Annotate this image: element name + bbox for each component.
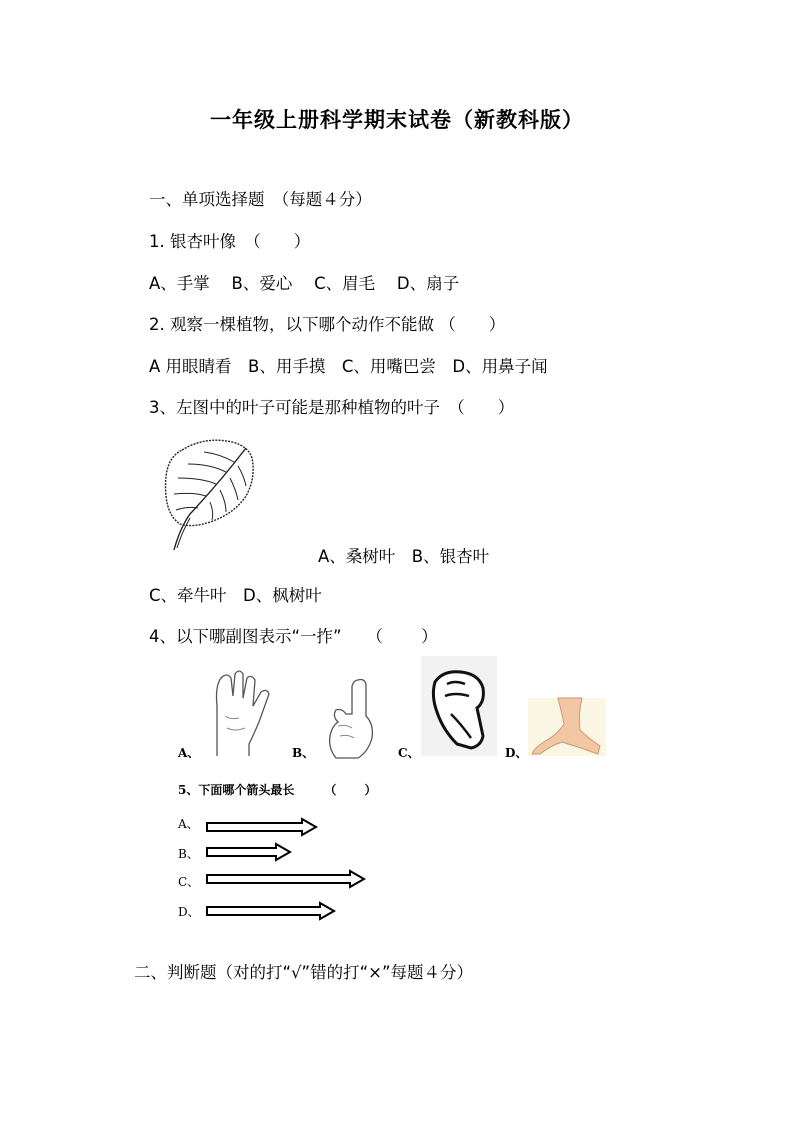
q1-stem: 1. 银杏叶像 （ ） <box>149 232 311 251</box>
q3-options-line1: A、桑树叶 B、银杏叶 <box>318 547 490 566</box>
q5-label-c: C、 <box>178 875 200 889</box>
q4-label-d: D、 <box>505 746 528 760</box>
q4-label-a: A、 <box>178 746 200 760</box>
spanning-hand-image <box>528 698 606 756</box>
leaf-illustration <box>160 432 260 557</box>
open-hand-image <box>205 666 275 758</box>
section1-heading: 一、单项选择题 （每题４分） <box>149 190 372 209</box>
q3-stem: 3、左图中的叶子可能是那种植物的叶子 （ ） <box>149 398 515 417</box>
q5-stem: 5、下面哪个箭头最长 （ ） <box>178 783 377 797</box>
q3-options-line2: C、牵牛叶 D、枫树叶 <box>149 586 322 605</box>
q1-options: A、手掌 B、爱心 C、眉毛 D、扇子 <box>149 274 460 293</box>
page-title: 一年级上册科学期末试卷（新教科版） <box>210 107 584 132</box>
q4-label-c: C、 <box>398 746 420 760</box>
fist-hand-image <box>421 656 497 756</box>
q4-label-b: B、 <box>292 746 315 760</box>
q5-label-b: B、 <box>178 847 199 861</box>
section2-heading: 二、判断题（对的打“√”错的打“×”每题４分） <box>134 963 474 982</box>
arrow-d <box>206 902 336 920</box>
arrow-b <box>206 843 292 861</box>
q5-label-d: D、 <box>178 905 200 919</box>
q2-stem: 2. 观察一棵植物，以下哪个动作不能做 （ ） <box>149 315 506 334</box>
q5-label-a: A、 <box>178 817 199 831</box>
q4-stem: 4、以下哪副图表示“一拃” （ ） <box>149 627 438 646</box>
arrow-c <box>206 870 366 888</box>
q2-options: A 用眼睛看 B、用手摸 C、用嘴巴尝 D、用鼻子闻 <box>149 357 548 376</box>
arrow-a <box>206 818 318 836</box>
pointing-hand-image <box>318 676 384 760</box>
